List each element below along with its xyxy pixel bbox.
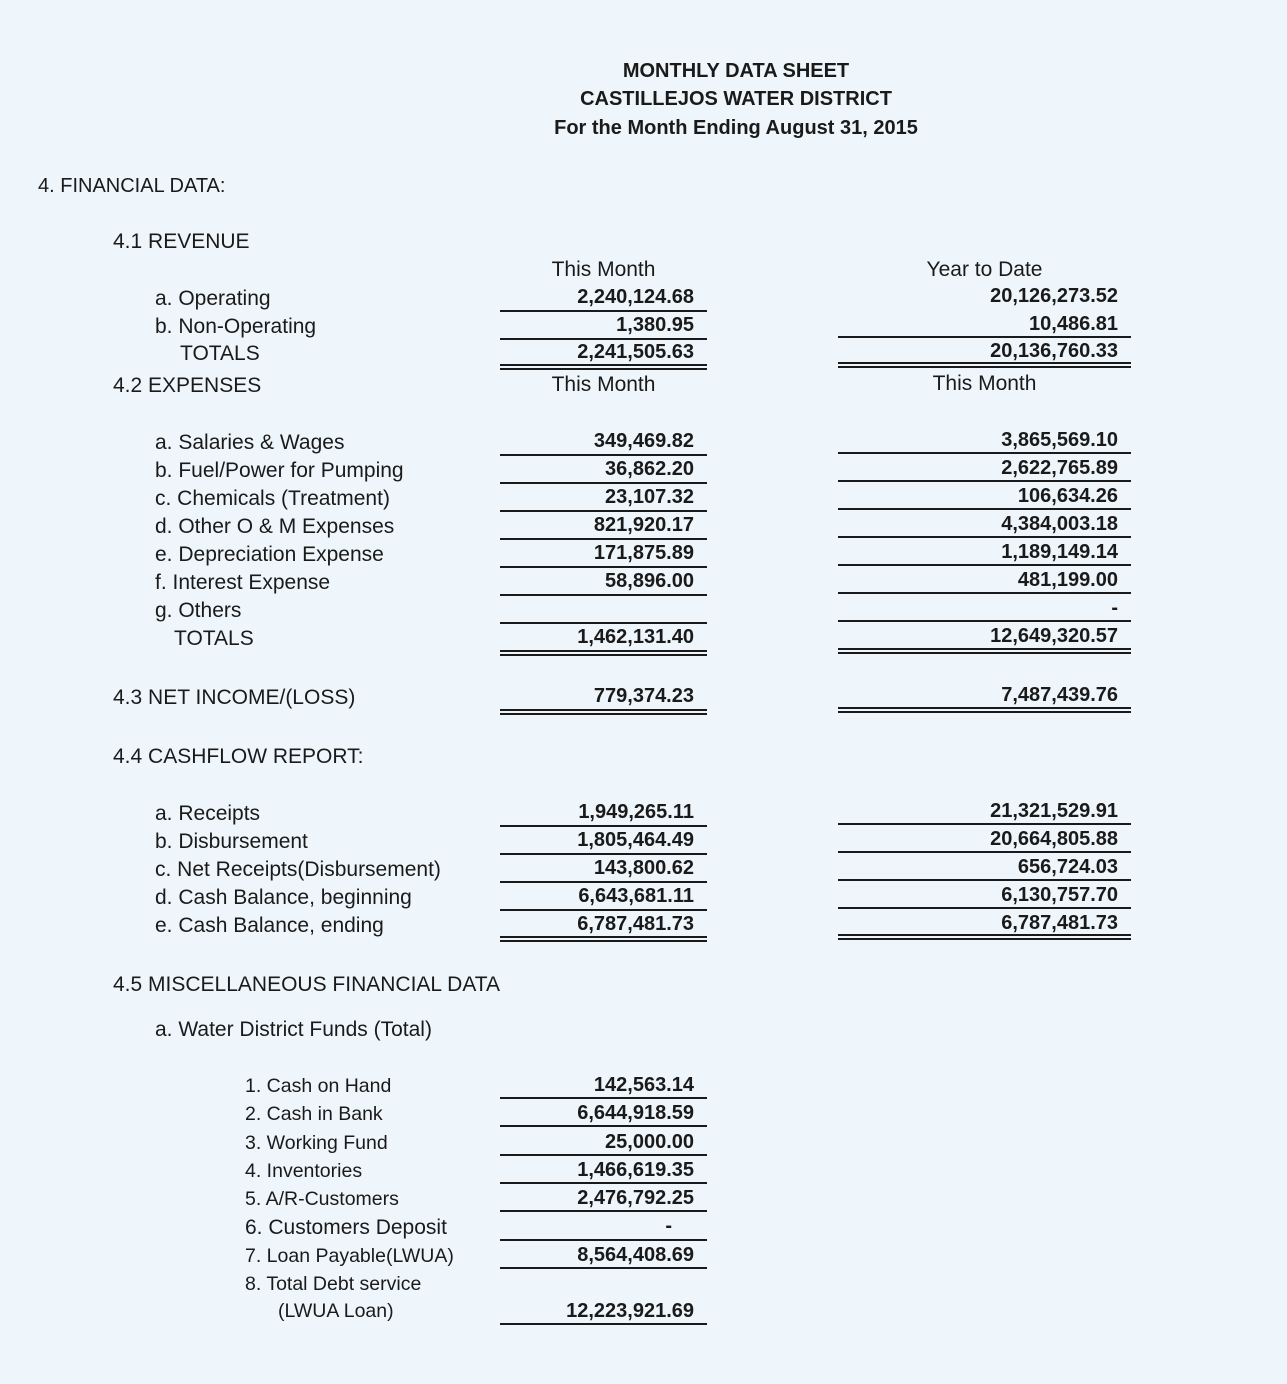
cashflow-row-label: c. Net Receipts(Disbursement) xyxy=(155,858,441,881)
fund-row-label: 5. A/R-Customers xyxy=(245,1188,399,1210)
cashflow-row-month: 1,949,265.11 xyxy=(578,801,694,823)
rule xyxy=(500,1239,707,1241)
cashflow-row-ytd: 6,130,757.70 xyxy=(1001,884,1118,906)
cashflow-row-label: b. Disbursement xyxy=(155,830,308,853)
fund-row-label: 1. Cash on Hand xyxy=(245,1075,392,1097)
expense-row-label: d. Other O & M Expenses xyxy=(155,515,395,538)
expense-row-month: 58,896.00 xyxy=(605,570,694,592)
rule xyxy=(500,454,707,456)
expense-row-label: f. Interest Expense xyxy=(155,571,331,594)
cashflow-row-ytd: 6,787,481.73 xyxy=(1001,912,1118,934)
fund-row-label: 8. Total Debt service xyxy=(245,1273,422,1295)
rule xyxy=(500,538,707,540)
expense-row-ytd: 1,189,149.14 xyxy=(1001,541,1118,563)
rule xyxy=(500,482,707,484)
rule xyxy=(500,1125,707,1127)
cashflow-row-label: a. Receipts xyxy=(155,802,261,825)
double-rule xyxy=(838,648,1131,654)
expenses-title: 4.2 EXPENSES xyxy=(113,374,262,397)
sheet-title: MONTHLY DATA SHEET xyxy=(622,60,850,82)
rule xyxy=(500,310,707,312)
rule xyxy=(838,907,1131,909)
rule xyxy=(500,1182,707,1184)
misc-title: 4.5 MISCELLANEOUS FINANCIAL DATA xyxy=(113,973,501,996)
revenue-row-ytd: 20,126,273.52 xyxy=(990,285,1118,307)
rule xyxy=(838,536,1131,538)
rule xyxy=(838,480,1131,482)
rule xyxy=(500,1323,707,1325)
fund-row-value: - xyxy=(665,1215,672,1237)
double-rule xyxy=(838,707,1131,713)
expense-row-month: 23,107.32 xyxy=(605,486,694,508)
rule xyxy=(500,510,707,512)
cashflow-row-month: 1,805,464.49 xyxy=(577,829,694,851)
expenses-totals-ytd: 12,649,320.57 xyxy=(990,625,1118,647)
fund-row-value: 25,000.00 xyxy=(605,1131,694,1153)
fund-row-value: 2,476,792.25 xyxy=(577,1187,694,1209)
cashflow-row-month: 143,800.62 xyxy=(593,857,694,879)
rule xyxy=(838,620,1131,622)
double-rule xyxy=(838,362,1131,368)
revenue-col1-header: This Month xyxy=(551,258,656,281)
net-income-month: 779,374.23 xyxy=(593,685,694,707)
rule xyxy=(500,1097,707,1099)
fund-row-label: 6. Customers Deposit xyxy=(245,1216,447,1239)
revenue-col2-header: Year to Date xyxy=(926,258,1043,281)
revenue-row-ytd: 10,486.81 xyxy=(1029,313,1118,335)
rule xyxy=(838,823,1131,825)
expenses-col2-header: This Month xyxy=(932,372,1037,395)
double-rule xyxy=(500,364,707,370)
expense-row-ytd: - xyxy=(1111,597,1118,619)
revenue-row-month: 1,380.95 xyxy=(616,314,694,336)
expense-row-ytd: 106,634.26 xyxy=(1017,485,1118,507)
expenses-totals-month: 1,462,131.40 xyxy=(577,626,694,648)
double-rule xyxy=(500,709,707,715)
expense-row-ytd: 3,865,569.10 xyxy=(1001,429,1118,451)
fund-row-value: 12,223,921.69 xyxy=(566,1300,694,1322)
expense-row-ytd: 4,384,003.18 xyxy=(1001,513,1118,535)
double-rule xyxy=(838,934,1131,940)
net-income-ytd: 7,487,439.76 xyxy=(1001,684,1118,706)
rule xyxy=(500,1154,707,1156)
expense-row-label: e. Depreciation Expense xyxy=(155,543,384,566)
rule xyxy=(838,564,1131,566)
rule xyxy=(838,452,1131,454)
rule xyxy=(838,508,1131,510)
section-title: 4. FINANCIAL DATA: xyxy=(38,175,226,197)
double-rule xyxy=(500,936,707,942)
rule xyxy=(500,825,707,827)
expense-row-ytd: 481,199.00 xyxy=(1017,569,1118,591)
expense-row-label: b. Fuel/Power for Pumping xyxy=(155,459,404,482)
revenue-totals-month: 2,241,505.63 xyxy=(577,341,694,363)
rule xyxy=(500,909,707,911)
fund-row-label: 4. Inventories xyxy=(245,1160,363,1182)
expense-row-month: 171,875.89 xyxy=(593,542,694,564)
expenses-col1-header: This Month xyxy=(551,373,656,396)
rule xyxy=(500,1267,707,1269)
rule xyxy=(500,594,707,596)
fund-row-label: 7. Loan Payable(LWUA) xyxy=(245,1245,454,1267)
cashflow-row-ytd: 21,321,529.91 xyxy=(990,800,1118,822)
district-name: CASTILLEJOS WATER DISTRICT xyxy=(580,88,892,110)
fund-row-value: 8,564,408.69 xyxy=(577,1244,694,1266)
rule xyxy=(500,338,707,340)
revenue-row-label: b. Non-Operating xyxy=(155,315,317,338)
fund-row-value: 142,563.14 xyxy=(593,1074,694,1096)
revenue-row-label: a. Operating xyxy=(155,287,271,310)
fund-row-label: 2. Cash in Bank xyxy=(245,1103,383,1125)
rule xyxy=(838,851,1131,853)
expense-row-ytd: 2,622,765.89 xyxy=(1001,457,1118,479)
cashflow-row-label: e. Cash Balance, ending xyxy=(155,914,384,937)
rule xyxy=(500,622,707,624)
expense-row-month: 36,862.20 xyxy=(605,458,694,480)
expense-row-label: a. Salaries & Wages xyxy=(155,431,345,454)
revenue-row-month: 2,240,124.68 xyxy=(577,286,694,308)
cashflow-row-month: 6,787,481.73 xyxy=(577,913,694,935)
fund-row-label: 3. Working Fund xyxy=(245,1132,388,1154)
revenue-totals-label: TOTALS xyxy=(180,342,260,365)
cashflow-row-month: 6,643,681.11 xyxy=(578,885,694,907)
cashflow-row-label: d. Cash Balance, beginning xyxy=(155,886,412,909)
cashflow-title: 4.4 CASHFLOW REPORT: xyxy=(113,745,364,768)
fund-row-value: 6,644,918.59 xyxy=(577,1102,694,1124)
double-rule xyxy=(500,650,707,656)
cashflow-row-ytd: 20,664,805.88 xyxy=(990,828,1118,850)
rule xyxy=(500,1210,707,1212)
rule xyxy=(838,592,1131,594)
fund-row-value: 1,466,619.35 xyxy=(577,1159,694,1181)
rule xyxy=(500,566,707,568)
rule xyxy=(838,879,1131,881)
revenue-title: 4.1 REVENUE xyxy=(113,230,250,253)
expenses-totals-label: TOTALS xyxy=(174,627,254,650)
cashflow-row-ytd: 656,724.03 xyxy=(1017,856,1118,878)
fund-row-label-continued: (LWUA Loan) xyxy=(278,1300,394,1322)
revenue-totals-ytd: 20,136,760.33 xyxy=(990,340,1118,362)
net-income-label: 4.3 NET INCOME/(LOSS) xyxy=(113,686,356,709)
misc-subtitle: a. Water District Funds (Total) xyxy=(155,1018,432,1041)
expense-row-label: c. Chemicals (Treatment) xyxy=(155,487,390,510)
expense-row-month: 821,920.17 xyxy=(593,514,694,536)
rule xyxy=(838,336,1131,338)
period-line: For the Month Ending August 31, 2015 xyxy=(554,117,918,139)
expense-row-month: 349,469.82 xyxy=(593,430,694,452)
rule xyxy=(500,853,707,855)
rule xyxy=(500,881,707,883)
expense-row-label: g. Others xyxy=(155,599,242,622)
